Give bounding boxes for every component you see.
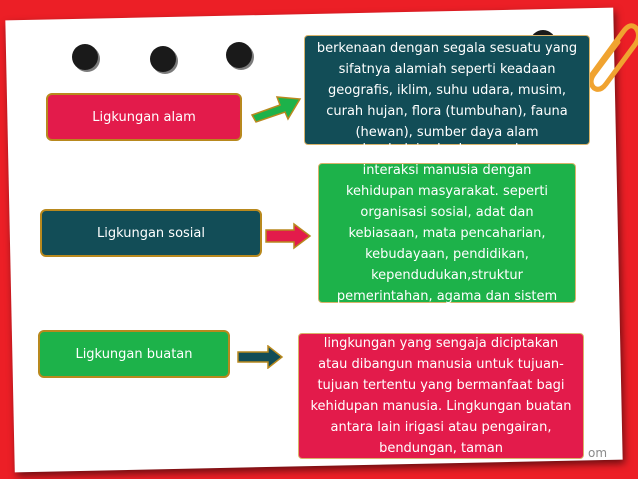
term-box-sosial <box>40 209 262 257</box>
arrow-right-icon <box>264 222 312 250</box>
binder-hole-icon <box>226 42 252 68</box>
term-box-buatan <box>38 330 230 378</box>
description-box-alam <box>304 35 590 145</box>
binder-hole-icon <box>150 46 176 72</box>
description-text: sumber belajar berkenaan dengan interaksi manusia dengan kehidupan masyarakat. seperti organisasi sosial, adat dan kebiasaan, mata pencaharian, kebudayaan, pendidikan, kependudukan,struktur pemerintahan, agama dan sistem nilai <box>334 141 560 325</box>
term-label: Ligkungan buatan <box>75 346 193 362</box>
arrow-right-icon <box>250 91 302 125</box>
term-label: Ligkungan alam <box>92 109 196 125</box>
binder-hole-icon <box>72 44 98 70</box>
term-box-alam <box>46 93 242 141</box>
description-text: berkenaan dengan segala sesuatu yang sifatnya alamiah seperti keadaan geografis, iklim, suhu udara, musim, curah hujan, flora (tumbuhan), fauna (hewan), sumber daya alam <box>316 40 578 140</box>
description-text: lingkungan yang sengaja diciptakan atau dibangun manusia untuk tujuan-tujuan tertentu yang bermanfaat bagi kehidupan manusia. Lingkungan buatan antara lain irigasi atau pengairan, bendungan, taman <box>310 336 572 456</box>
description-box-sosial <box>318 141 576 325</box>
term-label: Ligkungan sosial <box>97 225 205 241</box>
description-box-buatan <box>298 333 584 459</box>
watermark: om <box>588 446 608 460</box>
arrow-right-icon <box>236 345 284 369</box>
